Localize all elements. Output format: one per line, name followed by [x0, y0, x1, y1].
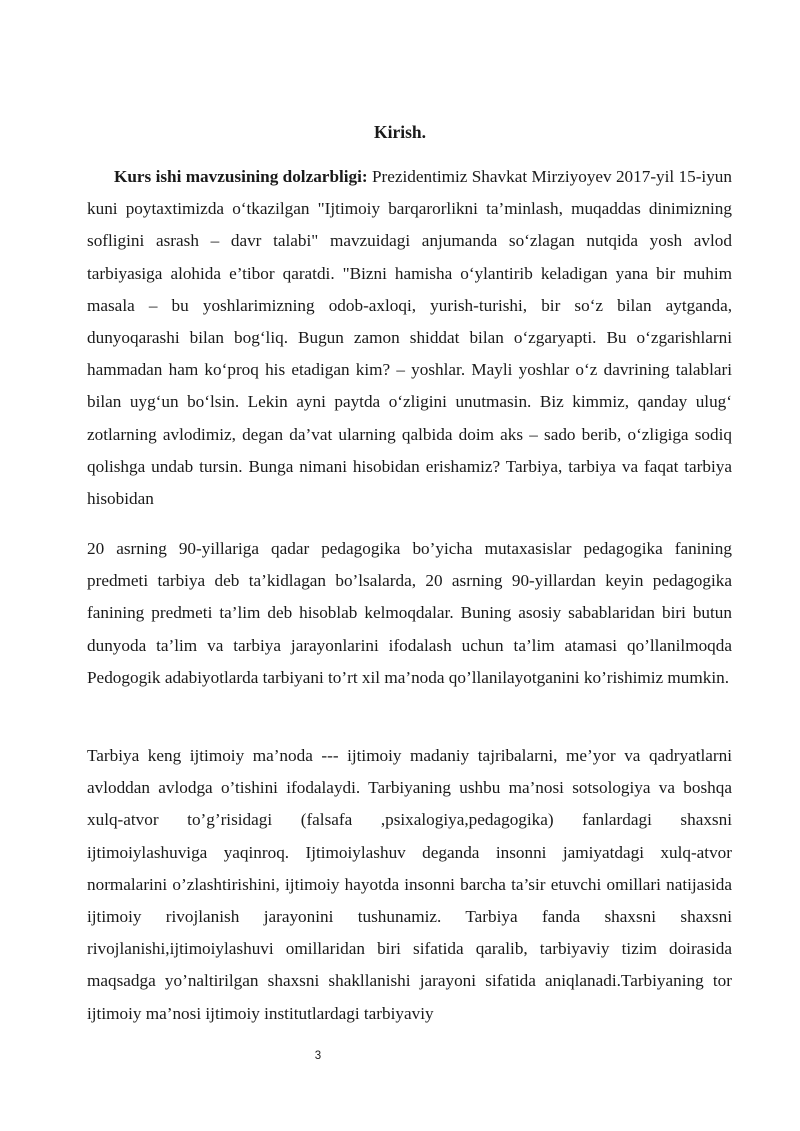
paragraph-lead: Kurs ishi mavzusining dolzarbligi:	[114, 167, 368, 186]
paragraph-upbringing-meaning	[87, 740, 732, 1030]
paragraph-text: Prezidentimiz Shavkat Mirziyoyev 2017-yil 15-iyun kuni poytaxtimizda o‘tkazilgan "Ijtimoiy barqarorlikni ta’minlash, muqaddas dinimizning sofligini asrash – davr talabi" mavzuidagi anjumanda so‘zlagan nutqida yosh avlod tarbiyasiga alohida e’tibor qaratdi. "Bizni hamisha o‘ylantirib keladigan yana bir muhim masala – bu yoshlarimizning odob-axloqi, yurish-turishi, bir so‘z bilan aytganda, dunyoqarashi bilan bog‘liq. Bugun zamon shiddat bilan o‘zgaryapti. Bu o‘zgarishlarni hammadan ham ko‘proq his etadigan kim? – yoshlar. Mayli yoshlar o‘z davrining talablari bilan uyg‘un bo‘lsin. Lekin ayni paytda o‘zligini unutmasin. Biz kimmiz, qanday ulug‘ zotlarning avlodimiz, degan da’vat ularning qalbida doim aks – sado berib, o‘zligiga sodiq qolishga undab tursin. Bunga nimani hisobidan erishamiz? Tarbiya, tarbiya va faqat tarbiya hisobidan	[87, 167, 732, 509]
page-number: 3	[314, 1050, 322, 1062]
paragraph-pedagogy-subject	[87, 533, 732, 694]
paragraph-text: Tarbiya keng ijtimoiy ma’noda --- ijtimoiy madaniy tajribalarni, me’yor va qadryatlarni avloddan avlodga o’tishini ifodalaydi. Tarbiyaning ushbu ma’nosi sotsologiya va boshqa xulq-atvor to’g’risidagi (falsafa ,psixalogiya,pedagogika) fanlardagi shaxsni ijtimoiylashuviga yaqinroq. Ijtimoiylashuv deganda insonni jamiyatdagi xulq-atvor normalarini o’zlashtirishini, ijtimoiy hayotda insonni barcha ta’sir etuvchi omillari natijasida ijtimoiy rivojlanish jarayonini tushunamiz. Tarbiya fanda shaxsni shaxsni rivojlanishi,ijtimoiylashuvi omillaridan biri sifatida qaralib, tarbiyaviy tizim doirasida maqsadga yo’naltirilgan shaxsni shakllanishi jarayoni sifatida aniqlanadi.Tarbiyaning tor ijtimoiy ma’nosi ijtimoiy institutlardagi tarbiyaviy	[87, 746, 732, 1023]
paragraph-relevance	[87, 161, 732, 515]
section-title: Kirish.	[373, 122, 427, 142]
paragraph-text: 20 asrning 90-yillariga qadar pedagogika bo’yicha mutaxasislar pedagogika fanining predmeti tarbiya deb ta’kidlagan bo’lsalarda, 20 asrning 90-yillardan keyin pedagogika fanining predmeti ta’lim deb hisoblab kelmoqdalar. Buning asosiy sabablaridan biri butun dunyoda ta’lim va tarbiya jarayonlarini ifodalash uchun ta’lim atamasi qo’llanilmoqda Pedogogik adabiyotlarda tarbiyani to’rt xil ma’noda qo’llanilayotganini ko’rishimiz mumkin.	[87, 539, 732, 687]
